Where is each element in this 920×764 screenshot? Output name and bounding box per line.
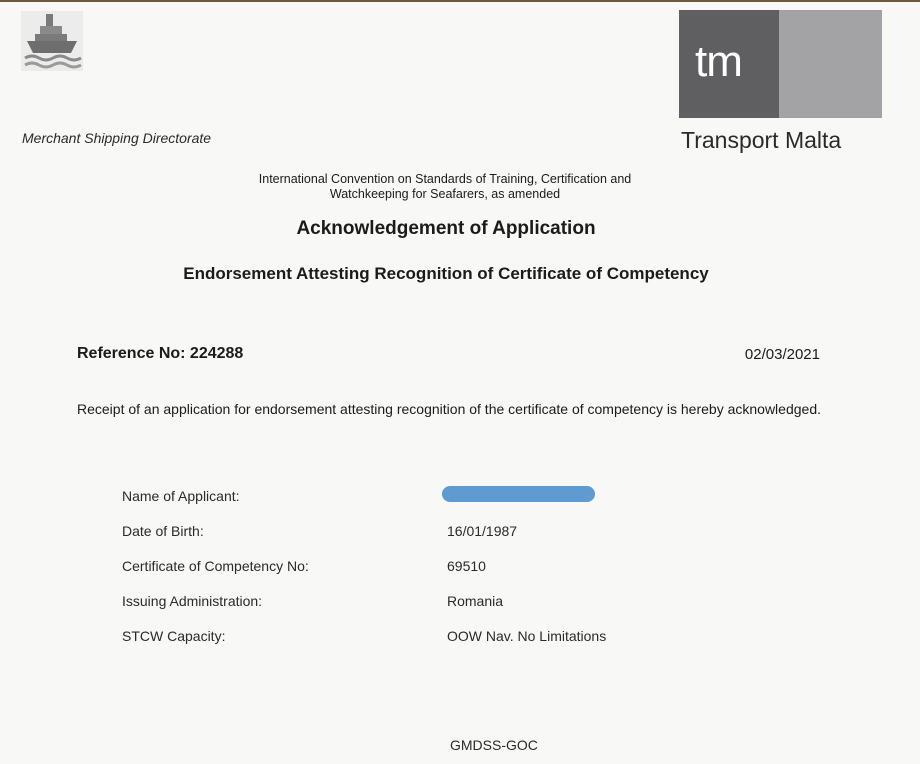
receipt-statement: Receipt of an application for endorsement attesting recognition of the certificate of competency is hereby acknowledged. — [77, 401, 821, 417]
convention-line-2: Watchkeeping for Seafarers, as amended — [329, 187, 561, 201]
certificate-number-value: 69510 — [447, 558, 486, 574]
date-of-birth-label: Date of Birth: — [122, 523, 204, 539]
document-date: 02/03/2021 — [744, 346, 820, 363]
logo-tm-letters: tm — [695, 37, 742, 86]
stcw-capacity-label: STCW Capacity: — [122, 628, 226, 644]
document-subtitle: Endorsement Attesting Recognition of Certificate of Competency — [183, 264, 709, 283]
issuing-administration-label: Issuing Administration: — [122, 593, 263, 609]
convention-line-1: International Convention on Standards of Training, Certification and — [258, 172, 632, 186]
ship-logo-icon — [21, 11, 83, 71]
top-border-line — [0, 0, 920, 2]
date-of-birth-value: 16/01/1987 — [447, 523, 518, 539]
certificate-number-label: Certificate of Competency No: — [122, 558, 309, 574]
issuing-administration-value: Romania — [447, 593, 504, 609]
applicant-name-label: Name of Applicant: — [122, 488, 240, 504]
brand-name: Transport Malta — [681, 127, 842, 153]
transport-malta-logo — [679, 10, 882, 118]
directorate-name: Merchant Shipping Directorate — [22, 130, 212, 146]
applicant-name-redaction — [442, 486, 595, 502]
logo-light-panel — [779, 10, 882, 118]
stcw-capacity-value: OOW Nav. No Limitations — [447, 628, 607, 644]
gmdss-code: GMDSS-GOC — [450, 737, 538, 753]
reference-number: Reference No: 224288 — [77, 345, 244, 362]
document-title: Acknowledgement of Application — [296, 218, 596, 239]
